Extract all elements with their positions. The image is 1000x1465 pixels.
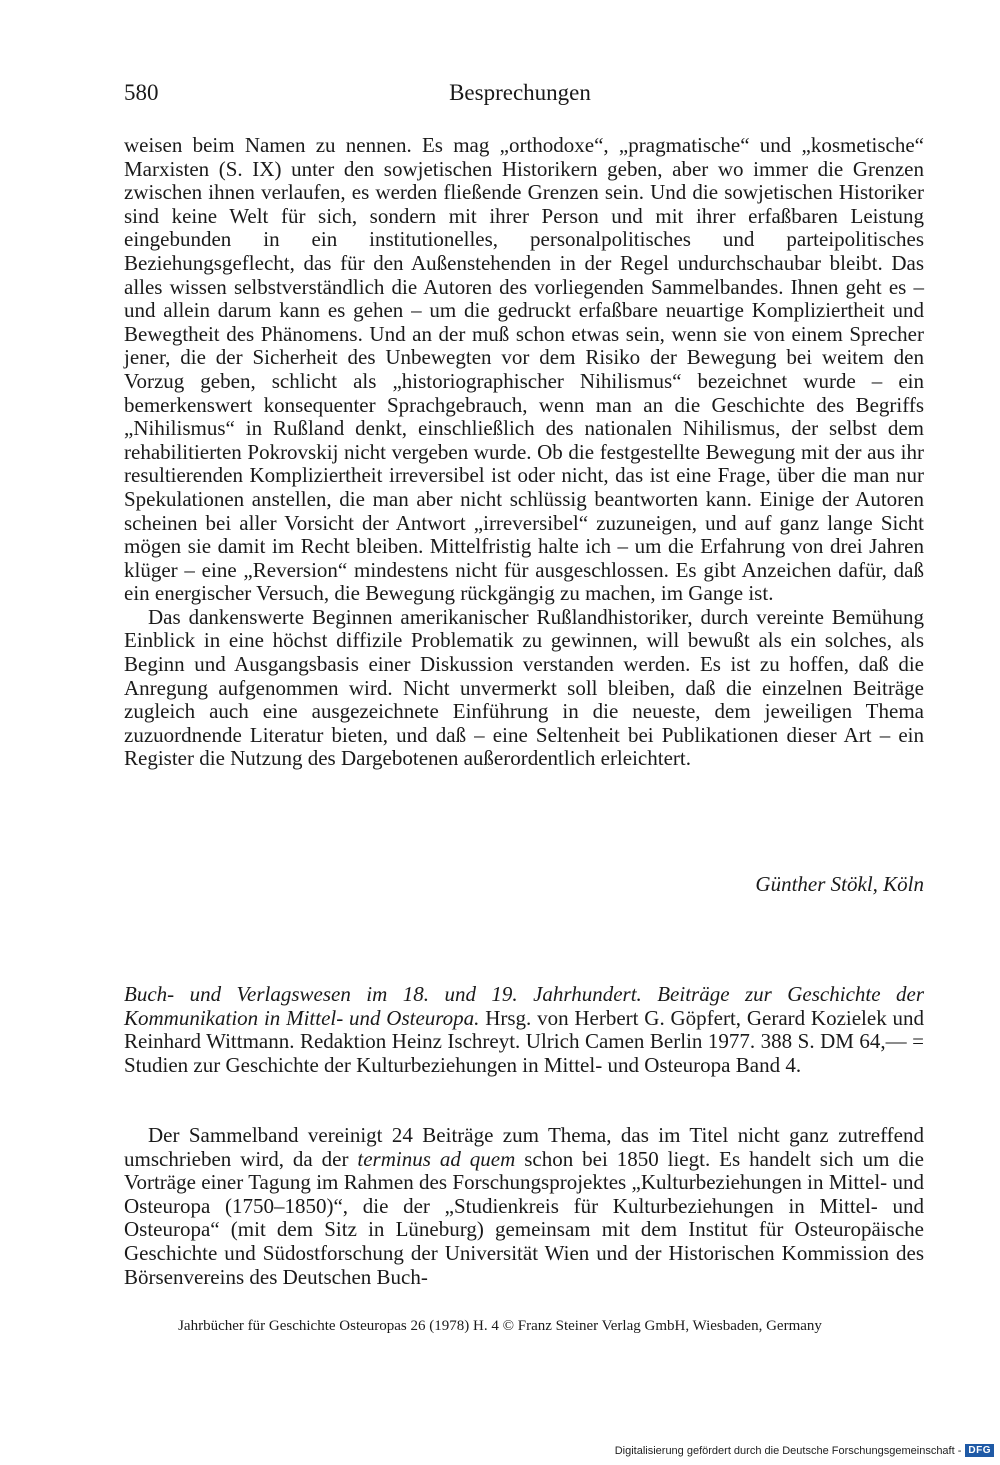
terminus-ad-quem: terminus ad quem xyxy=(357,1146,516,1171)
digitization-note: Digitalisierung gefördert durch die Deutsche Forschungsgemeinschaft - xyxy=(614,1444,962,1457)
review-2-paragraph-1 xyxy=(124,1124,924,1289)
running-head: Besprechungen xyxy=(449,80,591,105)
review-1-signature: Günther Stökl, Köln xyxy=(755,872,924,896)
page-number: 580 xyxy=(124,80,159,105)
dfg-logo-icon: DFG xyxy=(965,1444,994,1457)
book-title: Buch- und Verlagswesen im 18. und 19. Jahrhundert. Beiträge zur Geschichte der Kommunikation in Mittel- und Osteuropa. xyxy=(124,982,924,1030)
journal-footer: Jahrbücher für Geschichte Osteuropas 26 (1978) H. 4 © Franz Steiner Verlag GmbH, Wiesbaden, Germany xyxy=(178,1318,822,1334)
review-1-paragraph-1: weisen beim Namen zu nennen. Es mag „orthodoxe“, „pragmatische“ und „kosmetische“ Marxisten (S. IX) unter den sowjetischen Historikern geben, aber wo immer die Grenzen zwischen ihnen verlaufen, es werden fließende Grenzen sein. Und die sowjetischen Historiker sind keine Welt für sich, sondern mit ihrer Person und mit ihrer erfaßbaren Leistung eingebunden in ein institutionelles, personalpolitisches und parteipolitisches Beziehungsgeflecht, das für den Außenstehenden in der Regel undurchschaubar bleibt. Das alles wissen selbstverständlich die Autoren des vorliegenden Sammelbandes. Ihnen geht es – und allein darum kann es gehen – um die gedruckt erfaßbare neuartige Kompliziertheit und Bewegtheit des Phänomens. Und an der muß schon etwas sein, wenn sie von einem Sprecher jener, die der Sicherheit des Unbewegten vor dem Risiko der Bewegung bei weitem den Vorzug geben, schlicht als „historiographischer Nihilismus“ bezeichnet wurde – ein bemerkenswert konsequenter Sprachgebrauch, wenn man an die Geschichte des Begriffs „Nihilismus“ in Rußland denkt, einschließlich des nationalen Nihilismus, der selbst dem rehabilitierten Pokrovskij nicht vergeben wurde. Ob die festgestellte Bewegung mit der aus ihr resultierenden Kompliziertheit irreversibel ist oder nicht, das ist eine Frage, über die man nur Spekulationen anstellen, die man aber nicht schlüssig beantworten kann. Einige der Autoren scheinen bei aller Vorsicht der Antwort „irreversibel“ zuzuneigen, und auf ganz lange Sicht mögen sie damit im Recht bleiben. Mittelfristig halte ich – um die Erfahrung von drei Jahren klüger – eine „Reversion“ mindestens nicht für ausgeschlossen. Es gibt Anzeichen dafür, daß ein energischer Versuch, die Bewegung rückgängig zu machen, im Gange ist. xyxy=(124,133,924,606)
review-2-para-end: schon bei 1850 liegt. Es handelt sich um die Vorträge einer Tagung im Rahmen des Forschungsprojektes „Kulturbeziehungen in Mittel- und Osteuropa (1750–1850)“, die der „Studienkreis für Kulturbeziehungen in Mittel- und Osteuropa“ (mit dem Sitz in Lüneburg) gemeinsam mit dem Institut für Osteuropäische Geschichte und Südostforschung der Universität Wien und der Historischen Kommission des Börsenvereins des Deutschen Buch- xyxy=(124,1146,924,1289)
review-1-body xyxy=(124,134,924,771)
review-2-para-start: Der Sammelband vereinigt 24 Beiträge zum Thema, das im Titel nicht ganz zutreffend umschrieben wird, da der xyxy=(124,1123,924,1171)
review-1-paragraph-2: Das dankenswerte Beginnen amerikanischer Rußlandhistoriker, durch vereinte Bemühung Einblick in eine höchst diffizile Problematik zu gewinnen, will bewußt als ein solches, als Beginn und Ausgangsbasis einer Diskussion verstanden werden. Es ist zu hoffen, daß die Anregung aufgenommen wird. Nicht unvermerkt soll bleiben, daß die einzelnen Beiträge zugleich auch eine ausgezeichnete Einführung in die neueste, dem jeweiligen Thema zuzuordnende Literatur bieten, und daß – eine Seltenheit bei Publikationen dieser Art – ein Register die Nutzung des Dargebotenen außerordentlich erleichtert. xyxy=(124,604,924,771)
review-2-citation xyxy=(124,983,924,1077)
review-2-body xyxy=(124,1124,924,1289)
citation-details: Hrsg. von Herbert G. Göpfert, Gerard Kozielek und Reinhard Wittmann. Redaktion Heinz Ischreyt. Ulrich Camen Berlin 1977. 388 S. DM 64,— = Studien zur Geschichte der Kulturbeziehungen in Mittel- und Osteuropa Band 4. xyxy=(124,1005,925,1077)
digitization-bar xyxy=(615,1444,994,1457)
